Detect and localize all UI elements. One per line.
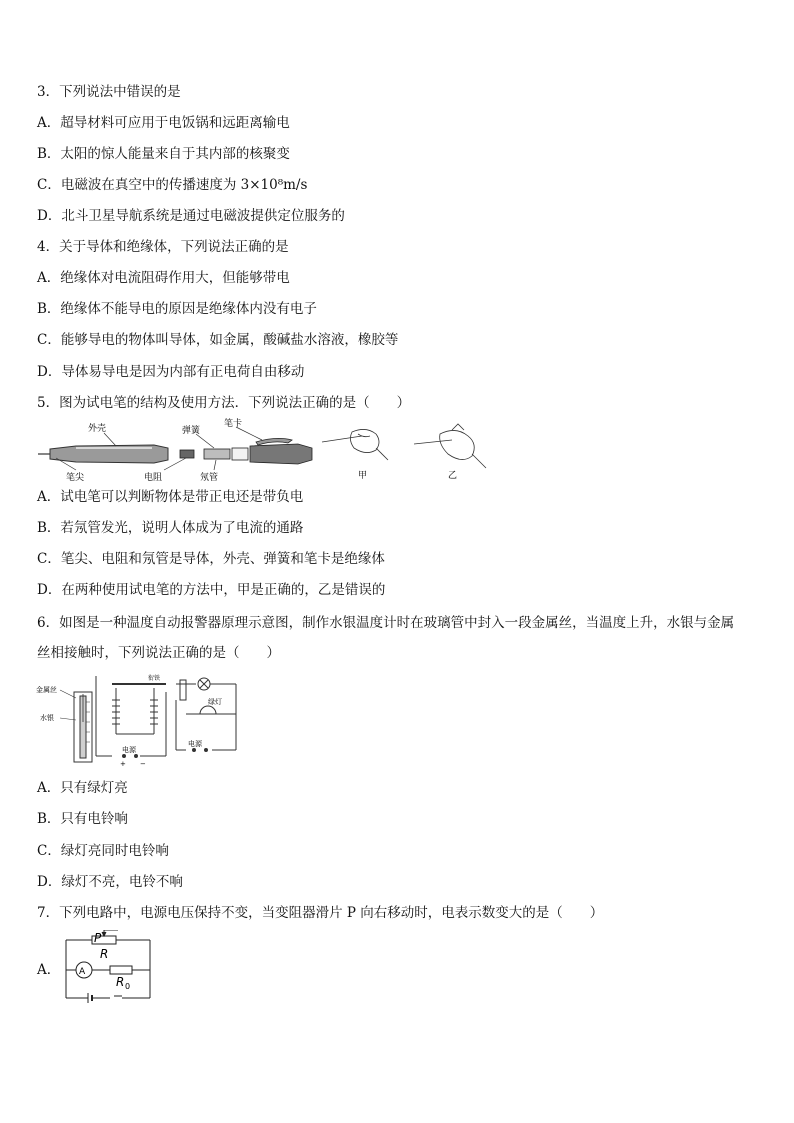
q4-option-a: A．绝缘体对电流阻碍作用大，但能够带电	[37, 270, 290, 286]
q6-option-b: B．只有电铃响	[37, 811, 128, 827]
label-minus: −	[140, 760, 146, 768]
q6-stem-line2: 丝相接触时，下列说法正确的是（ ）	[37, 645, 280, 661]
label-spring: 弹簧	[182, 426, 201, 436]
label-ammeter-a: A	[79, 967, 86, 977]
label-plus: +	[120, 760, 126, 768]
label-r0-subscript: 0	[125, 982, 131, 991]
label-neon: 氖管	[200, 473, 219, 483]
q5-option-b: B．若氖管发光，说明人体成为了电流的通路	[37, 520, 304, 536]
q3-option-b: B．太阳的惊人能量来自于其内部的核聚变	[37, 146, 290, 162]
label-mercury: 水银	[40, 714, 54, 722]
label-p: P	[94, 931, 102, 945]
q3-option-d: D．北斗卫星导航系统是通过电磁波提供定位服务的	[37, 208, 345, 224]
hand-yi-drawing	[414, 424, 486, 468]
label-green-lamp: 绿灯	[208, 698, 222, 706]
circuit-wires	[96, 676, 236, 758]
q7-stem: 7．下列电路中，电源电压保持不变，当变阻器滑片 P 向右移动时，电表示数变大的是（ ）	[37, 905, 604, 921]
hand-jia-drawing	[322, 429, 388, 460]
label-resistor: 电阻	[144, 473, 163, 483]
q4-option-d: D．导体易导电是因为内部有正电荷自由移动	[37, 364, 305, 380]
q5-option-c: C．笔尖、电阻和氖管是导体，外壳、弹簧和笔卡是绝缘体	[37, 551, 385, 567]
label-power-1: 电源	[122, 746, 136, 754]
test-pen-figure	[36, 418, 496, 484]
resistor-r0	[110, 966, 132, 974]
q3-stem: 3．下列说法中错误的是	[37, 84, 181, 100]
q6-option-d: D．绿灯不亮，电铃不响	[37, 874, 183, 890]
label-r: R	[100, 947, 109, 961]
thermometer	[74, 692, 92, 762]
q4-option-c: C．能够导电的物体叫导体，如金属，酸碱盐水溶液，橡胶等	[37, 332, 399, 348]
label-jia: 甲	[358, 471, 368, 481]
q6-option-a: A．只有绿灯亮	[37, 780, 128, 796]
neon-tube-part	[204, 448, 248, 460]
q3-option-c: C．电磁波在真空中的传播速度为 3×10⁸m/s	[37, 177, 308, 193]
label-tip: 笔尖	[66, 473, 85, 483]
q5-option-a: A．试电笔可以判断物体是带正电还是带负电	[37, 489, 304, 505]
q6-option-c: C．绿灯亮同时电铃响	[37, 843, 169, 859]
label-power-2: 电源	[188, 740, 202, 748]
label-shell: 外壳	[88, 424, 107, 434]
q4-stem: 4．关于导体和绝缘体，下列说法正确的是	[37, 239, 289, 255]
q3-option-a: A．超导材料可应用于电饭锅和远距离输电	[37, 115, 290, 131]
q5-stem: 5．图为试电笔的结构及使用方法．下列说法正确的是（ ）	[37, 395, 411, 411]
q6-stem-line1: 6．如图是一种温度自动报警器原理示意图，制作水银温度计时在玻璃管中封入一段金属丝，当温度上升，水银与金属	[37, 615, 735, 631]
q5-option-d: D．在两种使用试电笔的方法中，甲是正确的，乙是错误的	[37, 582, 386, 598]
label-clip: 笔卡	[224, 419, 243, 429]
q7-option-a-label: A．	[37, 962, 61, 978]
resistor-part	[180, 450, 194, 458]
electromagnet	[112, 684, 166, 734]
label-r0: R	[116, 975, 125, 989]
q4-option-b: B．绝缘体不能导电的原因是绝缘体内没有电子	[37, 301, 317, 317]
lamp-and-bell	[176, 678, 236, 750]
q7-circuit-a	[62, 930, 162, 1006]
pen-cap-part	[250, 438, 312, 464]
pen-body	[38, 445, 168, 463]
label-yi: 乙	[448, 471, 458, 481]
label-metal-wire: 金属丝	[36, 686, 57, 694]
alarm-circuit-figure	[36, 672, 246, 768]
label-armature: 衔铁	[148, 675, 161, 682]
